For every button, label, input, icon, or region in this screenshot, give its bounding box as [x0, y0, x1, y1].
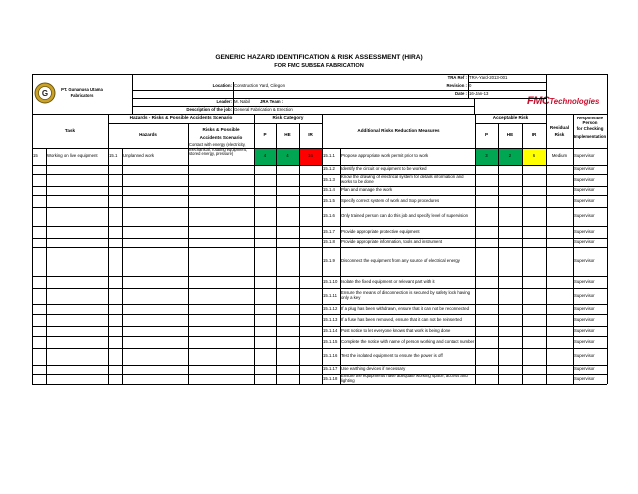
measure-text: Test the isolated equipment to ensure the power is off	[341, 353, 443, 359]
leader-value: M. Nabil	[234, 98, 250, 104]
header-line	[276, 123, 277, 148]
measure-text: Isolate the fixed equipment or relevant part with it	[341, 278, 435, 284]
meta-line	[546, 74, 547, 114]
header-line	[475, 114, 476, 148]
company-name-line1: PT. Gunanusa Utama	[61, 87, 103, 92]
meta-line	[132, 90, 468, 91]
location-label: Location:	[212, 82, 232, 88]
measure-number: 15.1.13	[323, 316, 338, 322]
row-line	[32, 326, 607, 327]
responsible-person: Supervisor	[574, 338, 595, 344]
column-line	[254, 148, 255, 384]
acc-he-value: 2	[508, 153, 512, 159]
row-line	[32, 165, 607, 166]
measure-number: 15.1.1	[323, 153, 335, 159]
column-line	[108, 148, 109, 384]
header-residual-line2: Risk	[554, 132, 565, 138]
header-acceptable-risk: Acceptable Risk	[492, 115, 529, 121]
measure-text: Disconnect the equipment from any source of electrical energy	[341, 258, 460, 264]
header-responsible-line3: Implementation	[573, 133, 607, 139]
date-value: 16-Jan-13	[469, 90, 489, 96]
header-acc-he: HE	[506, 132, 514, 138]
company-logo-icon	[34, 82, 56, 104]
measure-text: Specify correct system of work and Sop procedures	[341, 197, 440, 203]
measure-text: Use earthing devices if necessary	[341, 366, 406, 372]
row-line	[32, 374, 607, 375]
row-line	[32, 365, 607, 366]
responsible-person: Supervisor	[574, 375, 595, 381]
task-name: Working on live equipment	[47, 153, 98, 159]
measure-text: Propose appropriate work permit prior to work	[341, 153, 429, 159]
measure-number: 15.1.11	[323, 292, 338, 298]
row-line	[32, 276, 607, 277]
responsible-person: Supervisor	[574, 258, 595, 264]
measure-text: Know the drawing of electrical system for details information and works to be done	[341, 174, 464, 184]
row-line	[32, 226, 607, 227]
meta-line	[233, 82, 234, 114]
responsible-person: Supervisor	[574, 305, 595, 311]
row-line	[32, 336, 607, 337]
tra-ref-label: TRA Ref :	[447, 74, 467, 80]
page-title: GENERIC HAZARD IDENTIFICATION & RISK ASSESSMENT (HIRA)	[215, 54, 423, 61]
responsible-person: Supervisor	[574, 153, 595, 159]
meta-line	[474, 98, 475, 114]
responsible-person: Supervisor	[574, 239, 595, 245]
header-task: Task	[64, 127, 76, 133]
responsible-person: Supervisor	[574, 176, 595, 182]
description-value: General Fabrication & Erection	[234, 106, 293, 112]
header-line	[522, 123, 523, 148]
svg-text:G: G	[41, 89, 49, 99]
header-acc-ir: IR	[531, 132, 537, 138]
header-top-line	[32, 114, 607, 115]
measure-text: Post notice to let everyone knows that work is being done	[341, 327, 451, 333]
measure-number: 15.1.12	[323, 305, 338, 311]
measure-number: 15.1.15	[323, 338, 338, 344]
jra-team-label: JRA Team :	[260, 98, 284, 104]
meta-line	[132, 106, 474, 107]
acc-ir-value: 6	[532, 153, 536, 159]
header-line	[299, 123, 300, 148]
fmc-logo	[527, 91, 605, 107]
measure-text: If a fuse has been removed, ensure that it can not be reinserted	[341, 316, 462, 322]
responsible-person: Supervisor	[574, 278, 595, 284]
row-line	[32, 304, 607, 305]
row-line	[32, 186, 607, 187]
header-additional-measures: Additional Risks Reduction Measures	[357, 127, 440, 133]
responsible-person: Supervisor	[574, 316, 595, 322]
location-value: Construction Yard, Cilegon	[234, 82, 285, 88]
row-line	[32, 247, 607, 248]
responsible-person: Supervisor	[574, 166, 595, 172]
hazard-name: Unplanned work	[123, 153, 155, 159]
revision-label: Revision :	[446, 82, 467, 88]
row-line	[32, 384, 607, 385]
measure-text: Only trained person can do this job and specify level of supervision	[341, 213, 469, 219]
page-subtitle: FOR FMC SUBSEA FABRICATION	[274, 63, 364, 69]
residual-risk-value: Medium	[551, 153, 568, 159]
header-line	[573, 114, 574, 148]
measure-text: Ensure the equipments have adequate working space, access and lighting	[341, 374, 468, 383]
header-risk-category: Risk Category	[272, 115, 304, 121]
measure-text: Plan and manage the work	[341, 187, 393, 193]
hira-sheet	[32, 74, 607, 486]
measure-number: 15.1.18	[323, 375, 338, 381]
row-line	[32, 207, 607, 208]
measure-number: 15.1.10	[323, 278, 338, 284]
meta-line	[132, 74, 133, 114]
leader-label: Leader:	[216, 98, 232, 104]
column-line	[188, 148, 189, 384]
revision-value: 0	[469, 82, 472, 88]
responsible-person: Supervisor	[574, 197, 595, 203]
measure-text: Provide appropriate protective equipment	[341, 228, 420, 234]
measure-number: 15.1.5	[323, 197, 335, 203]
risk-scenario: Contact with energy (electricity, mechanical, rotating equipment, stored energy, pressure)	[189, 142, 248, 157]
measure-number: 15.1.8	[323, 239, 335, 245]
date-label: Date :	[455, 90, 467, 96]
measure-number: 15.1.17	[323, 366, 338, 372]
responsible-person: Supervisor	[574, 292, 595, 298]
header-residual-line1: Residual	[549, 125, 570, 131]
border-right	[607, 74, 608, 384]
tra-ref-value: TRA-Yard-2013-001	[469, 74, 508, 80]
task-number: 15	[33, 153, 38, 159]
responsible-person: Supervisor	[574, 187, 595, 193]
header-acc-p: P	[484, 132, 489, 138]
header-hazards: Hazards	[139, 132, 157, 138]
row-line	[32, 238, 607, 239]
header-line	[108, 123, 322, 124]
header-line	[108, 114, 109, 148]
header-line	[498, 123, 499, 148]
border-left	[32, 74, 33, 384]
header-line	[475, 123, 546, 124]
header-responsible-line2: for Checking	[576, 125, 604, 131]
measure-text: If a plug has been withdrawn, ensure that it can not be reconnected	[341, 305, 470, 311]
measure-text: Ensure the means of disconnection is secured by safety lock having only a key	[341, 290, 470, 300]
measure-number: 15.1.14	[323, 327, 338, 333]
column-line	[475, 148, 476, 384]
column-line	[299, 148, 300, 384]
measure-number: 15.1.9	[323, 258, 335, 264]
column-line	[522, 148, 523, 384]
row-line	[32, 314, 607, 315]
column-line	[546, 148, 547, 384]
header-he: HE	[284, 132, 291, 138]
responsible-person: Supervisor	[574, 327, 595, 333]
responsible-person: Supervisor	[574, 366, 595, 372]
responsible-person: Supervisor	[574, 213, 595, 219]
hazard-number: 15.1	[109, 153, 118, 159]
header-risks-line1: Risks & Possible	[202, 126, 240, 132]
responsible-person: Supervisor	[574, 228, 595, 234]
header-risks-line2: Accidents Scenario	[199, 134, 243, 140]
measure-text: Provide appropriate information, tools and instrument	[341, 239, 443, 245]
fmc-logo-prefix: FMC	[527, 95, 550, 107]
header-line	[322, 114, 323, 148]
measure-text: Identify the circuit or equipment to be worked	[341, 166, 427, 172]
measure-number: 15.1.7	[323, 228, 335, 234]
measure-number: 15.1.4	[323, 187, 335, 193]
acc-p-value: 3	[485, 153, 488, 159]
description-label: Description of the job:	[186, 106, 232, 112]
measure-number: 15.1.2	[323, 166, 335, 172]
meta-line	[132, 98, 545, 99]
responsible-person: Supervisor	[574, 353, 595, 359]
header-line	[546, 114, 547, 148]
column-line	[276, 148, 277, 384]
company-name-line2: Fabricators	[70, 93, 94, 98]
meta-line	[468, 74, 469, 98]
meta-line	[468, 82, 546, 83]
header-line	[254, 114, 255, 148]
column-line	[498, 148, 499, 384]
meta-line	[468, 90, 546, 91]
row-line	[32, 174, 607, 175]
column-line	[122, 148, 123, 384]
border-top	[32, 74, 607, 75]
measure-number: 15.1.6	[323, 213, 335, 219]
row-line	[32, 348, 607, 349]
risk-he-value: 4	[286, 153, 289, 159]
measure-text: Complete the notice with name of person working and contact number	[341, 338, 475, 344]
header-responsible-line1: Responsible Person	[576, 117, 604, 125]
fmc-logo-suffix: Technologies	[549, 97, 600, 106]
header-ir: IR	[308, 132, 313, 138]
measure-number: 15.1.16	[323, 353, 338, 359]
row-line	[32, 195, 607, 196]
risk-p-value: 4	[263, 153, 267, 159]
row-line	[32, 288, 607, 289]
measure-number: 15.1.3	[323, 176, 335, 182]
header-hazards-group: Hazards - Risks & Possible Accidents Scenario	[129, 115, 233, 121]
column-line	[46, 148, 47, 384]
header-p: P	[263, 132, 267, 138]
risk-ir-value: 16	[308, 153, 313, 159]
